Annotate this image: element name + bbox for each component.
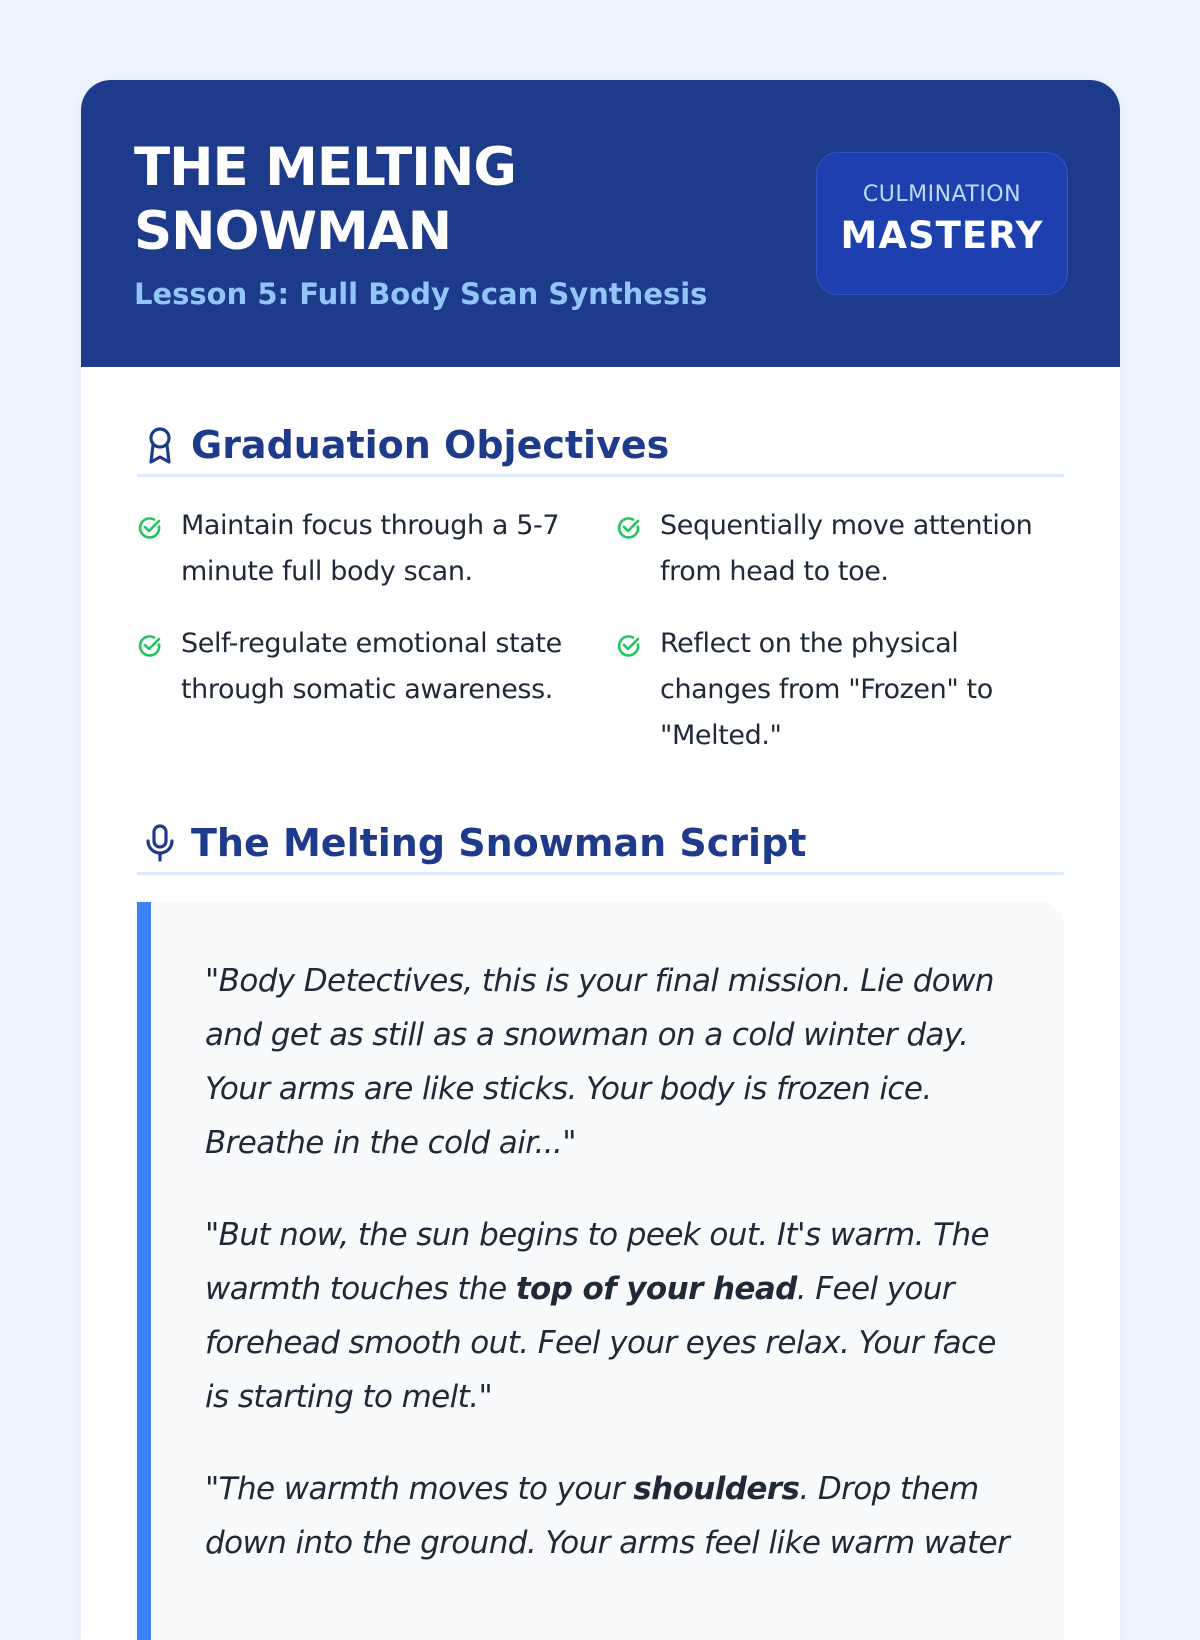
objective-item: [616, 621, 1065, 759]
lesson-title-line-2: SNOWMAN: [134, 201, 452, 262]
script-paragraph-3: [205, 1462, 1012, 1570]
check-circle-icon: [616, 633, 642, 659]
award-ribbon-icon: [139, 424, 181, 466]
script-title: The Melting Snowman Script: [191, 820, 807, 865]
microphone-icon: [139, 822, 181, 864]
script-text: "But now, the sun begins to peek out. It's warm. The warmth touches the: [205, 1217, 989, 1307]
lesson-card: [81, 80, 1120, 1640]
lesson-content: [81, 367, 1120, 1640]
objective-text: Reflect on the physical changes from "Frozen" to "Melted.": [660, 628, 993, 751]
script-heading: [137, 817, 1064, 875]
script-paragraph-1: "Body Detectives, this is your final mission. Lie down and get as still as a snowman on a cold winter day. Your arms are like sticks. Your body is frozen ice. Breathe in the cold air...": [205, 963, 994, 1161]
objective-item: [616, 503, 1065, 595]
objective-item: [137, 621, 616, 759]
script-emphasis: shoulders: [633, 1471, 800, 1507]
lesson-subtitle: Lesson 5: Full Body Scan Synthesis: [134, 277, 708, 311]
script-text: . Drop them down into the ground. Your arms feel like warm water: [205, 1471, 1010, 1561]
objective-text: Sequentially move attention from head to toe.: [660, 510, 1033, 587]
lesson-title-line-1: THE MELTING: [134, 137, 516, 198]
objective-item: [137, 503, 616, 595]
mastery-badge: [816, 152, 1068, 295]
objective-text: Maintain focus through a 5-7 minute full body scan.: [181, 510, 560, 587]
badge-label: CULMINATION: [862, 182, 1022, 207]
objectives-heading: [137, 419, 1064, 477]
check-circle-icon: [137, 633, 163, 659]
script-emphasis: top of your head: [515, 1271, 797, 1307]
objective-text: Self-regulate emotional state through somatic awareness.: [181, 628, 562, 705]
script-quote-box: [137, 902, 1064, 1640]
check-circle-icon: [137, 515, 163, 541]
script-text: . Feel your forehead smooth out. Feel your eyes relax. Your face is starting to melt.": [205, 1271, 996, 1415]
lesson-header: [81, 80, 1120, 367]
objectives-list: [137, 503, 1064, 785]
script-paragraph-2: [205, 1208, 1012, 1424]
check-circle-icon: [616, 515, 642, 541]
badge-value: MASTERY: [840, 214, 1044, 257]
script-text: "The warmth moves to your: [205, 1471, 634, 1507]
objectives-title: Graduation Objectives: [191, 422, 670, 467]
